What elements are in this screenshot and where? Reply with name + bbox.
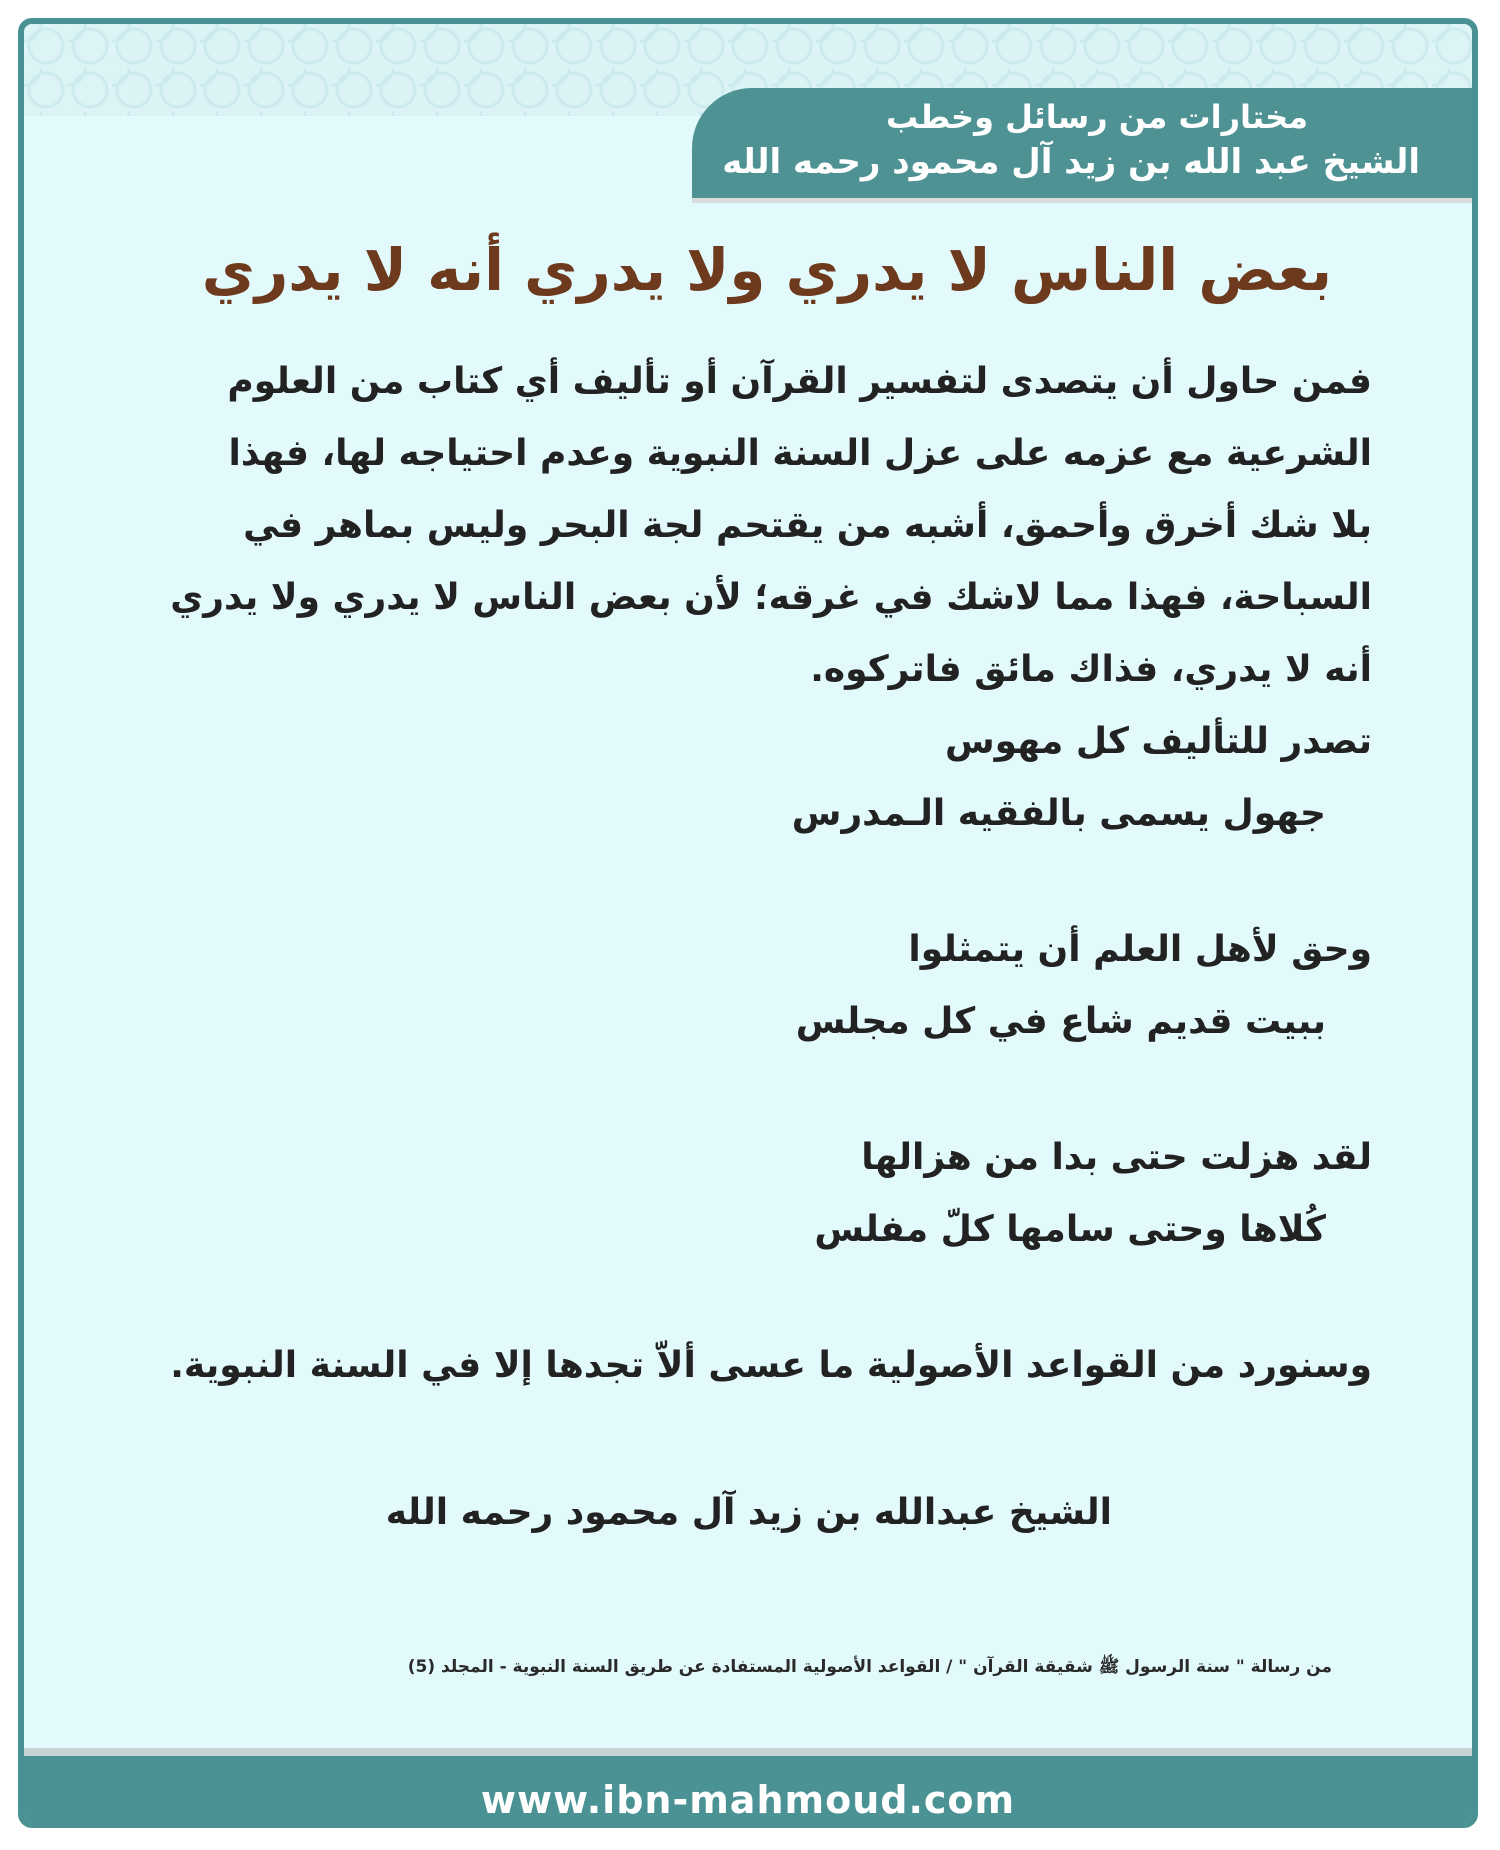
paragraph-line: السباحة، فهذا مما لاشك في غرقه؛ لأن بعض الناس لا يدري ولا يدري [170, 577, 1372, 618]
verse-second-hemistich: جهول يسمى بالفقيه الـمدرس [791, 793, 1326, 834]
verse-first-hemistich: وحق لأهل العلم أن يتمثلوا [908, 929, 1372, 970]
article-body [112, 346, 1372, 1402]
verse-second-hemistich: ببيت قديم شاع في كل مجلس [795, 1001, 1326, 1042]
paragraph-line: بلا شك أخرق وأحمق، أشبه من يقتحم لجة البحر وليس بماهر في [243, 505, 1372, 546]
header-series-title: مختارات من رسائل وخطب [885, 98, 1308, 136]
paragraph-line: فمن حاول أن يتصدى لتفسير القرآن أو تأليف أي كتاب من العلوم [227, 361, 1372, 402]
footer-bar [24, 1756, 1472, 1828]
page-frame [18, 18, 1478, 1828]
verse-second-hemistich: كُلاها وحتى سامها كلّ مفلس [814, 1209, 1326, 1250]
verse-spacer [112, 1266, 1372, 1330]
paragraph-line: أنه لا يدري، فذاك مائق فاتركوه. [810, 649, 1372, 690]
closing-line: وسنورد من القواعد الأصولية ما عسى ألاّ تجدها إلا في السنة النبوية. [170, 1345, 1372, 1386]
source-citation: من رسالة " سنة الرسول ﷺ شقيقة القرآن " / القواعد الأصولية المستفادة عن طريق السنة النبوية - المجلد (5) [407, 1657, 1332, 1677]
paragraph-line: الشرعية مع عزمه على عزل السنة النبوية وعدم احتياجه لها، فهذا [228, 433, 1372, 474]
verse-first-hemistich: لقد هزلت حتى بدا من هزالها [861, 1137, 1372, 1178]
website-url[interactable]: www.ibn-mahmoud.com [480, 1778, 1016, 1822]
verse-spacer [112, 1058, 1372, 1122]
footer-divider [24, 1748, 1472, 1756]
header-author: الشيخ عبد الله بن زيد آل محمود رحمه الله [722, 142, 1420, 182]
verse-spacer [112, 850, 1372, 914]
header-banner [692, 88, 1472, 203]
signature: الشيخ عبدالله بن زيد آل محمود رحمه الله [385, 1492, 1112, 1533]
verse-first-hemistich: تصدر للتأليف كل مهوس [945, 721, 1372, 762]
article-title: بعض الناس لا يدري ولا يدري أنه لا يدري [201, 236, 1332, 304]
